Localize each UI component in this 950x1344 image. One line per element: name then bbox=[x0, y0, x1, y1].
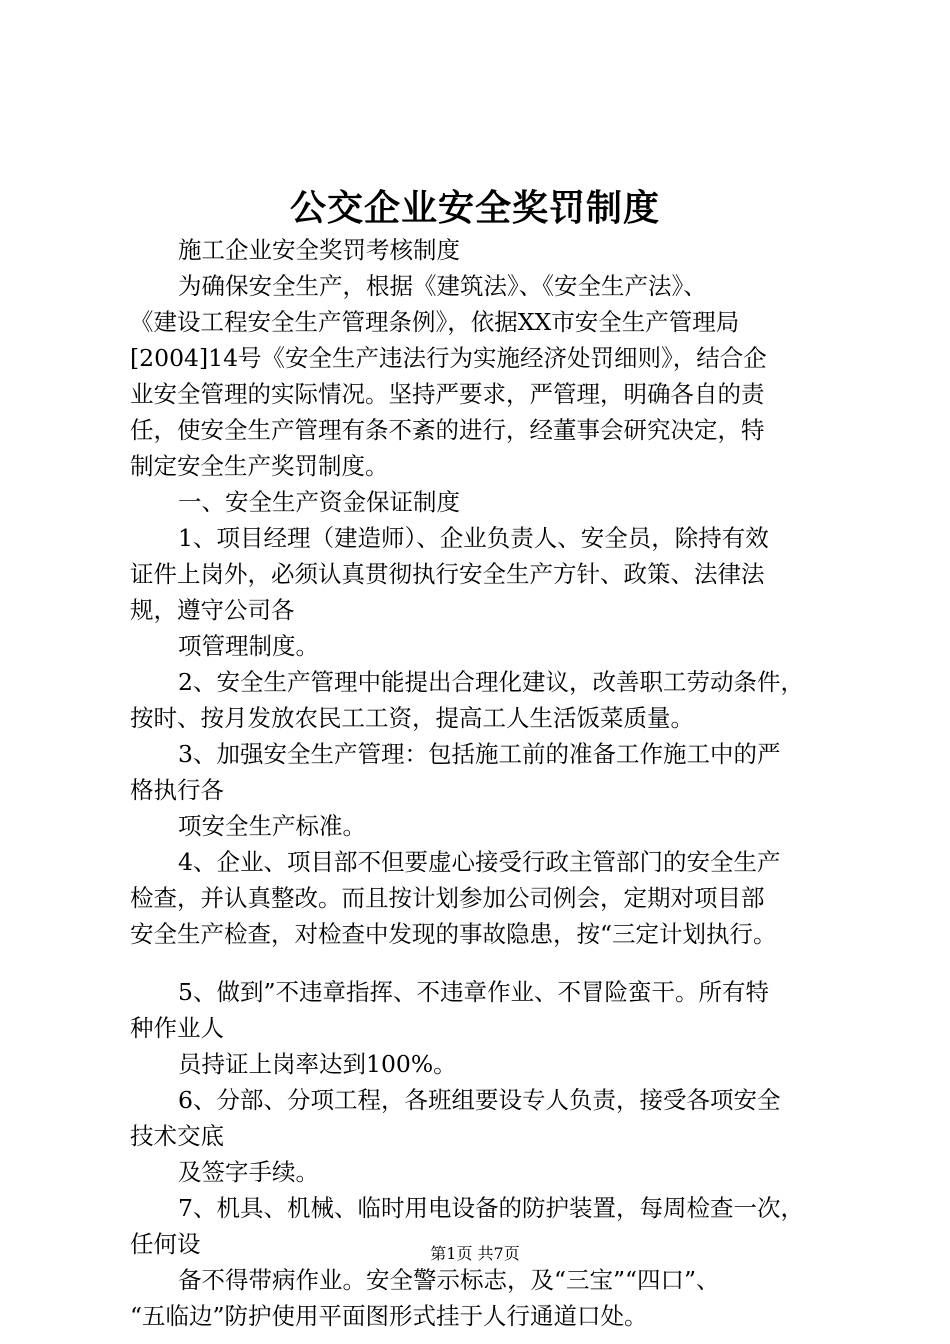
text-line: 制定安全生产奖罚制度。 bbox=[130, 452, 389, 480]
text-line: 2、安全生产管理中能提出合理化建议，改善职工劳动条件， bbox=[178, 668, 804, 696]
text-line: [2004]14号《安全生产违法行为实施经济处罚细则》，结合企 bbox=[130, 344, 767, 372]
text-line: “五临边”防护使用平面图形式挂于人行通道口处。 bbox=[130, 1302, 648, 1330]
document-body bbox=[130, 232, 835, 1334]
text-line: 备不得带病作业。安全警示标志，及“三宝”“四口”、 bbox=[178, 1266, 720, 1294]
text-line: 规，遵守公司各 bbox=[130, 596, 295, 624]
text-line: 业安全管理的实际情况。坚持严要求，严管理，明确各自的责 bbox=[130, 380, 765, 408]
text-line: 6、分部、分项工程，各班组要设专人负责，接受各项安全 bbox=[178, 1086, 781, 1114]
page-title: 公交企业安全奖罚制度 bbox=[289, 187, 660, 229]
text-line: 3、加强安全生产管理：包括施工前的准备工作施工中的严 bbox=[178, 740, 781, 768]
text-line: 种作业人 bbox=[130, 1014, 224, 1042]
text-line: 项管理制度。 bbox=[178, 632, 319, 660]
text-line: 检查，并认真整改。而且按计划参加公司例会，定期对项目部 bbox=[130, 884, 765, 912]
text-line: 1、项目经理（建造师）、企业负责人、安全员，除持有效 bbox=[178, 524, 769, 552]
text-line: 施工企业安全奖罚考核制度 bbox=[178, 236, 460, 264]
blank-line bbox=[130, 952, 835, 974]
text-line: 《建设工程安全生产管理条例》，依据XX市安全生产管理局 bbox=[130, 308, 740, 336]
text-line: 为确保安全生产，根据《建筑法》、《安全生产法》、 bbox=[178, 272, 707, 300]
text-line: 4、企业、项目部不但要虚心接受行政主管部门的安全生产 bbox=[178, 848, 781, 876]
text-line: 任，使安全生产管理有条不紊的进行，经董事会研究决定，特 bbox=[130, 416, 765, 444]
text-line: 员持证上岗率达到100%。 bbox=[178, 1050, 457, 1078]
text-line: 5、做到”不违章指挥、不违章作业、不冒险蛮干。所有特 bbox=[178, 978, 769, 1006]
text-line: 项安全生产标准。 bbox=[178, 812, 366, 840]
text-line: 按时、按月发放农民工工资，提高工人生活饭菜质量。 bbox=[130, 704, 694, 732]
text-line: 7、机具、机械、临时用电设备的防护装置，每周检查一次， bbox=[178, 1194, 804, 1222]
text-line: 证件上岗外，必须认真贯彻执行安全生产方针、政策、法律法 bbox=[130, 560, 765, 588]
text-line: 及签字手续。 bbox=[178, 1158, 319, 1186]
text-line: 一、安全生产资金保证制度 bbox=[178, 488, 460, 516]
text-line: 安全生产检查，对检查中发现的事故隐患，按“三定计划执行。 bbox=[130, 920, 777, 948]
text-line: 格执行各 bbox=[130, 776, 224, 804]
text-line: 技术交底 bbox=[130, 1122, 224, 1150]
page-footer: 第1页 共7页 bbox=[430, 1244, 520, 1263]
text-line: 任何设 bbox=[130, 1230, 201, 1258]
